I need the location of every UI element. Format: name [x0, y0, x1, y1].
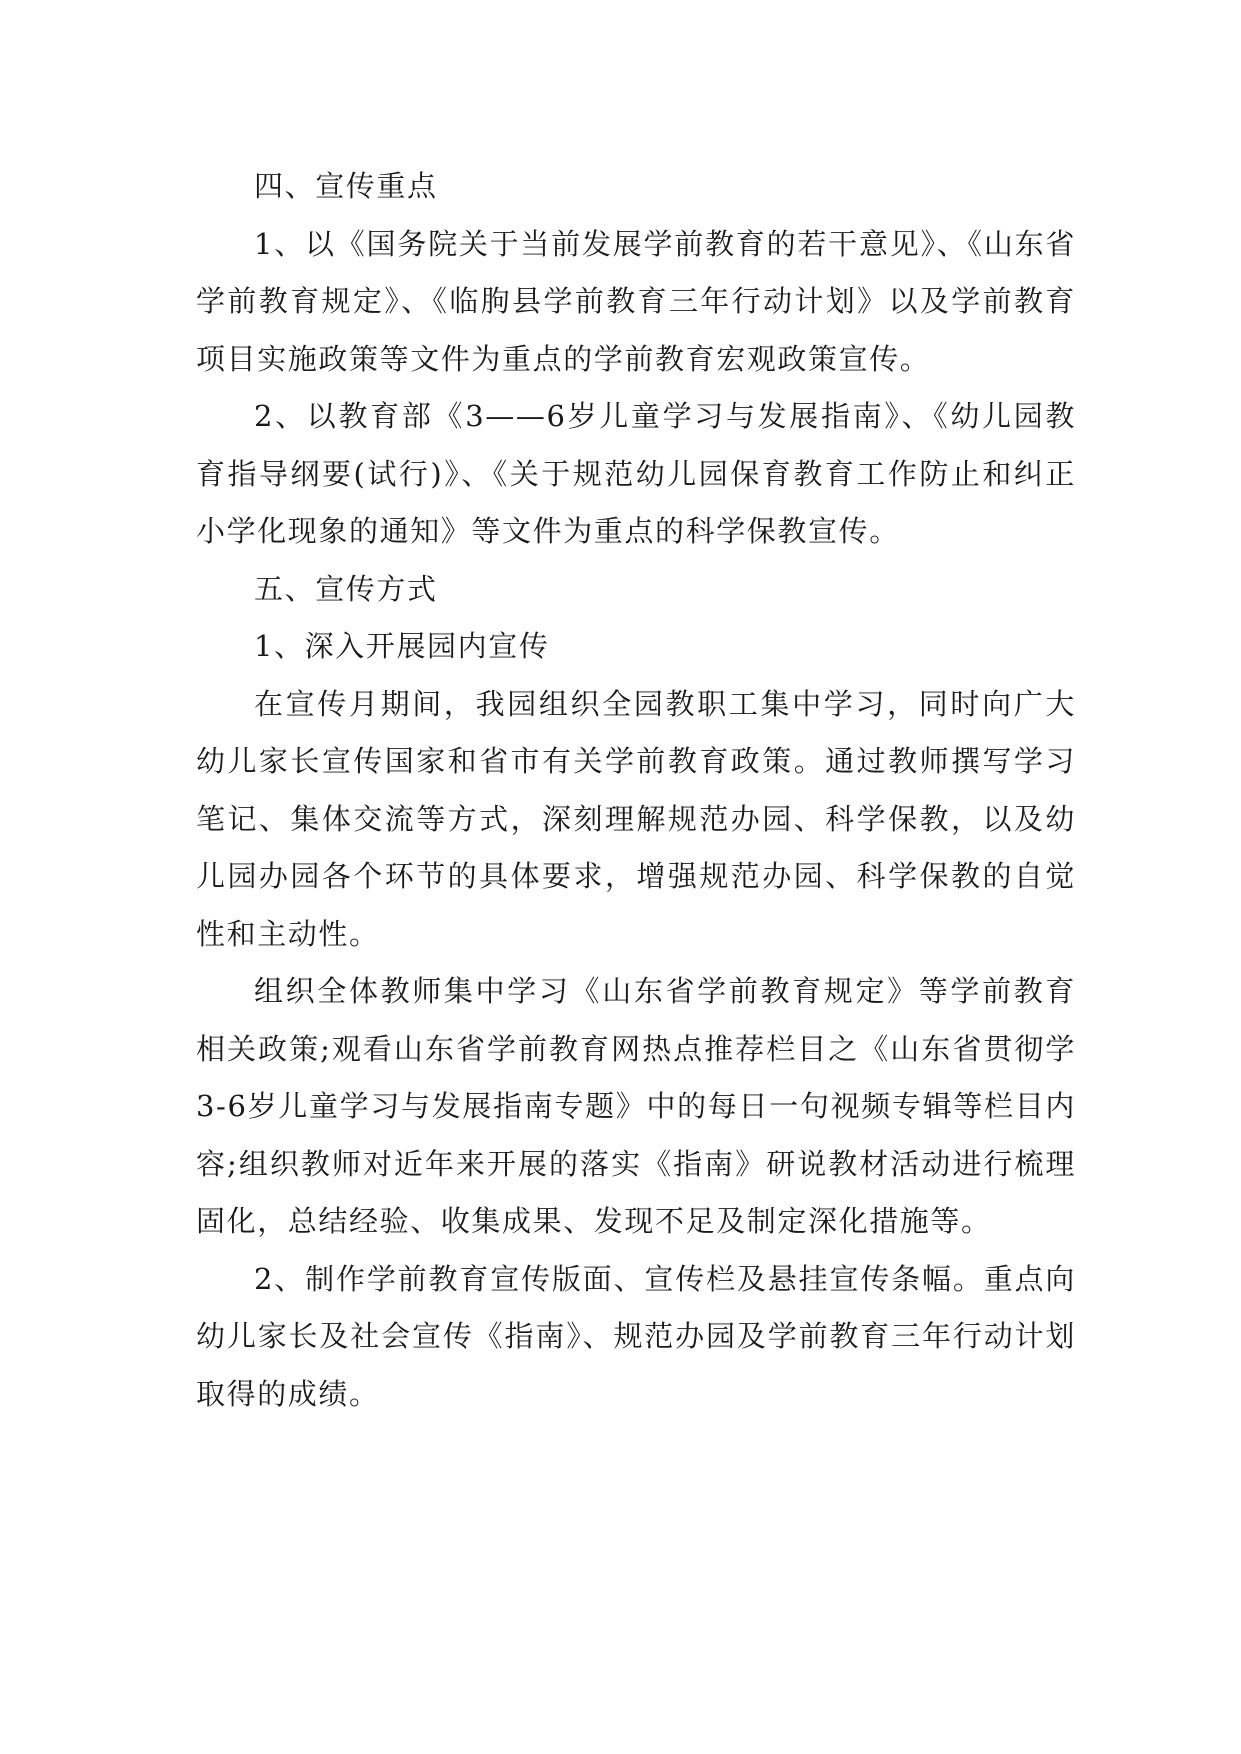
paragraph-scientific-care: 2、以教育部《3——6岁儿童学习与发展指南》、《幼儿园教育指导纲要(试行)》、《关于规范幼儿园保育教育工作防止和纠正小学化现象的通知》等文件为重点的科学保教宣传。 [196, 399, 1076, 548]
subheading-in-kindergarten-publicity: 1、深入开展园内宣传 [254, 629, 550, 663]
document-body [196, 158, 1076, 1423]
paragraph-publicity-boards: 2、制作学前教育宣传版面、宣传栏及悬挂宣传条幅。重点向幼儿家长及社会宣传《指南》、规范办园及学前教育三年行动计划取得的成绩。 [196, 1261, 1076, 1411]
section-heading-publicity-methods: 五、宣传方式 [254, 571, 438, 606]
paragraph-macro-policy: 1、以《国务院关于当前发展学前教育的若干意见》、《山东省学前教育规定》、《临朐县学前教育三年行动计划》以及学前教育项目实施政策等文件为重点的学前教育宏观政策宣传。 [196, 226, 1076, 376]
section-heading-publicity-focus: 四、宣传重点 [254, 169, 438, 203]
paragraph-teacher-study: 组织全体教师集中学习《山东省学前教育规定》等学前教育相关政策;观看山东省学前教育网热点推荐栏目之《山东省贯彻学3-6岁儿童学习与发展指南专题》中的每日一句视频专辑等栏目内容;组织教师对近年来开展的落实《指南》研说教材活动进行梳理固化，总结经验、收集成果、发现不足及制定深化措施等。 [196, 974, 1076, 1238]
paragraph-staff-study: 在宣传月期间，我园组织全园教职工集中学习，同时向广大幼儿家长宣传国家和省市有关学前教育政策。通过教师撰写学习笔记、集体交流等方式，深刻理解规范办园、科学保教，以及幼儿园办园各个环节的具体要求，增强规范办园、科学保教的自觉性和主动性。 [196, 686, 1076, 951]
